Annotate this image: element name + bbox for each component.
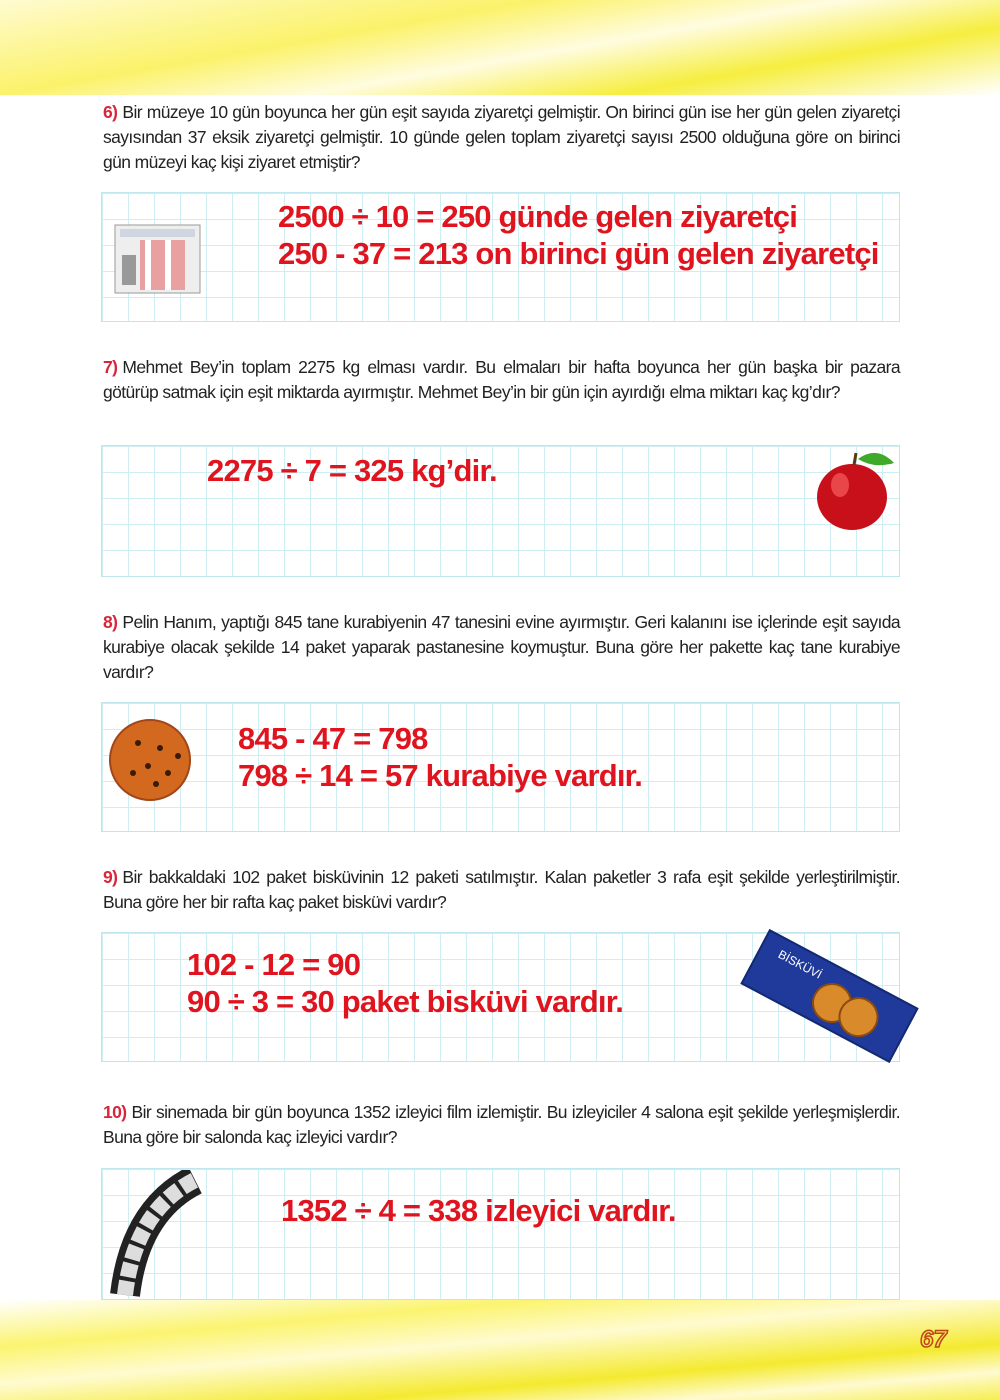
top-decoration [0, 0, 1000, 95]
question-8: 8) Pelin Hanım, yaptığı 845 tane kurabiyenin 47 tanesini evine ayırmıştır. Geri kalanını ise içlerinde eşit sayıda kurabiye olacak şekilde 14 paket yaparak pastanesine koymuştur. Buna göre her pakette kaç tane kurabiye vardır? [103, 612, 900, 682]
bottom-decoration [0, 1300, 1000, 1400]
question-10: 10) Bir sinemada bir gün boyunca 1352 izleyici film izlemiştir. Bu izleyiciler 4 salona eşit şekilde yerleşmişlerdir. Buna göre bir salonda kaç izleyici vardır? [103, 1102, 900, 1147]
biscuit-package-icon: BİSKÜVİ [740, 929, 918, 1063]
question-9: 9) Bir bakkaldaki 102 paket bisküvinin 12 paketi satılmıştır. Kalan paketler 3 rafa eşit şekilde yerleştirilmiştir. Buna göre her bir rafta kaç paket bisküvi vardır? [103, 867, 900, 912]
film-strip-icon [105, 1170, 205, 1305]
answer-line: 2275 ÷ 7 = 325 kg’dir. [207, 453, 497, 488]
apple-icon [812, 445, 902, 535]
answer-line: 102 - 12 = 90 [187, 947, 361, 982]
answer-line: 798 ÷ 14 = 57 kurabiye vardır. [238, 758, 643, 793]
answer-box-10 [101, 1168, 900, 1300]
answer-line: 1352 ÷ 4 = 338 izleyici vardır. [281, 1193, 676, 1228]
answer-line: 2500 ÷ 10 = 250 günde gelen ziyaretçi [278, 199, 798, 234]
cookie-icon [108, 718, 192, 802]
answer-line: 90 ÷ 3 = 30 paket bisküvi vardır. [187, 984, 624, 1019]
museum-icon [110, 215, 210, 295]
answer-line: 845 - 47 = 798 [238, 721, 428, 756]
question-7: 7) Mehmet Bey’in toplam 2275 kg elması vardır. Bu elmaları bir hafta boyunca her gün başka bir pazara götürüp satmak için eşit miktarda ayırmıştır. Mehmet Bey’in bir gün için ayırdığı elma miktarı kaç kg’dır? [103, 357, 900, 402]
question-6: 6) Bir müzeye 10 gün boyunca her gün eşit sayıda ziyaretçi gelmiştir. On birinci gün ise her gün gelen ziyaretçi sayısından 37 eksik ziyaretçi gelmiştir. 10 günde gelen toplam ziyaretçi sayısı 2500 olduğuna göre on birinci gün müzeyi kaç kişi ziyaret etmiştir? [103, 102, 900, 172]
answer-line: 250 - 37 = 213 on birinci gün gelen ziyaretçi [278, 236, 879, 271]
page-number: 67 [920, 1326, 947, 1353]
